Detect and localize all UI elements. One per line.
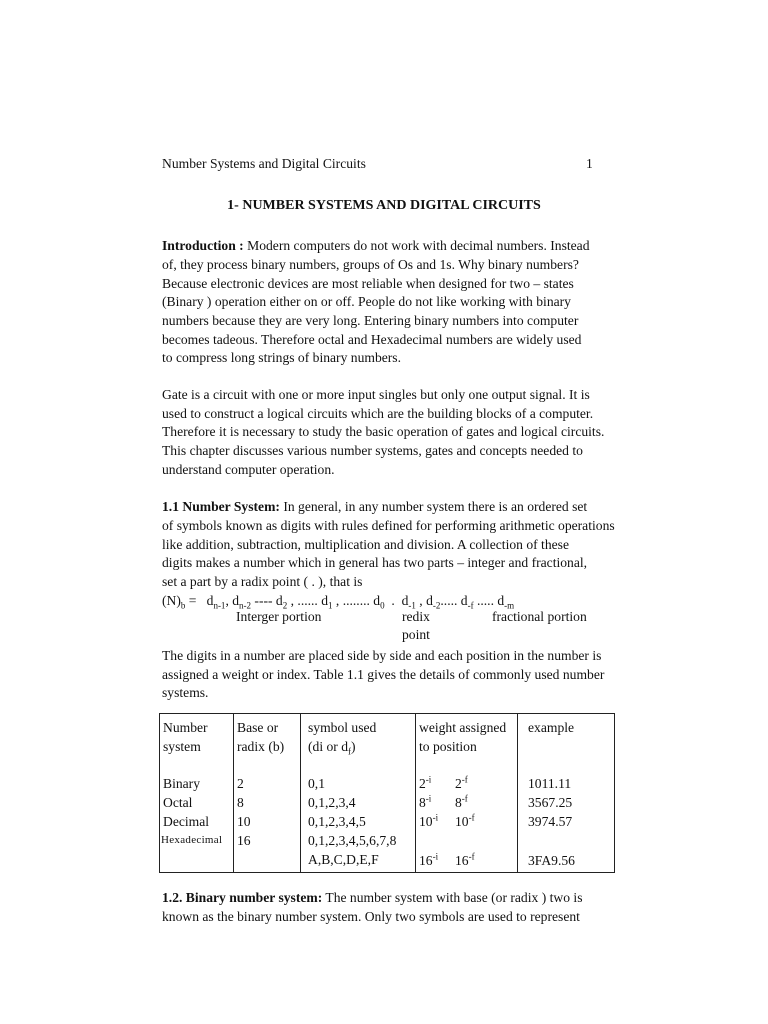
s12-line-1 <box>162 888 582 907</box>
table-cell-symbols: 0,1,2,3,4,5,6,7,8 <box>308 833 397 848</box>
table-cell-example: 3974.57 <box>528 814 573 829</box>
s11-line-5: set a part by a radix point ( . ), that is <box>162 574 363 589</box>
table-cell-system: Binary <box>163 776 200 791</box>
table-cell-symbols-2: A,B,C,D,E,F <box>308 852 379 867</box>
table-divider <box>415 714 416 872</box>
table-divider <box>300 714 301 872</box>
intro-label: Introduction : <box>162 238 244 253</box>
gate-line-2: used to construct a logical circuits which are the building blocks of a computer. <box>162 406 594 421</box>
table-cell-example: 3567.25 <box>528 795 573 810</box>
table-cell-base: 16 <box>237 833 251 848</box>
table-cell-system: Hexadecimal <box>161 834 223 846</box>
table-cell-weight-int: $8^{-i}$ <box>419 793 432 810</box>
table-cell-weight-frac: $2^{-f}$ <box>455 774 468 791</box>
s12-label: 1.2. Binary number system: <box>162 890 323 905</box>
table-cell-weight-frac: $8^{-f}$ <box>455 793 468 810</box>
s11-line-2: of symbols known as digits with rules defined for performing arithmetic operations <box>162 518 615 533</box>
chapter-title: 1- NUMBER SYSTEMS AND DIGITAL CIRCUITS <box>227 198 541 213</box>
table-cell-weight-int: $2^{-i}$ <box>419 774 432 791</box>
header-base-2: radix (b) <box>237 739 285 754</box>
table-cell-example: 3FA9.56 <box>528 853 575 868</box>
page-number: 1 <box>586 156 593 171</box>
table-cell-weight-frac: $10^{-f}$ <box>455 812 475 829</box>
gate-line-3: Therefore it is necessary to study the basic operation of gates and logical circuits. <box>162 424 605 439</box>
gate-line-4: This chapter discusses various number systems, gates and concepts needed to <box>162 443 583 458</box>
s11-line-3: like addition, subtraction, multiplication and division. A collection of these <box>162 537 569 552</box>
s11-line-7: assigned a weight or index. Table 1.1 gives the details of commonly used number <box>162 667 605 682</box>
number-formula: $(N)_b = d_{n-1}$, $d_{n-2}$ ---- $d_2$ , ...... $d_1$ , ........ $d_0$ . $d_{-1}$ , $d_{-2}$..... $d_{-f}$ ..... $d_{-m}$ <box>162 593 515 611</box>
table-cell-weight-int: $16^{-i}$ <box>419 851 439 868</box>
header-symbol-1: symbol used <box>308 720 377 735</box>
fractional-portion-label: fractional portion <box>492 609 587 624</box>
s11-line-4: digits makes a number which in general has two parts – integer and fractional, <box>162 555 588 570</box>
s11-line-1 <box>162 497 587 516</box>
redix-label: redix <box>402 609 430 624</box>
s11-line-8: systems. <box>162 685 209 700</box>
s11-text-1: In general, in any number system there is an ordered set <box>279 499 588 514</box>
table-cell-example: 1011.11 <box>528 776 572 791</box>
table-cell-system: Octal <box>163 795 193 810</box>
s11-label: 1.1 Number System: <box>162 499 280 514</box>
header-example: example <box>528 720 575 735</box>
intro-line-3: Because electronic devices are most reliable when designed for two – states <box>162 276 574 291</box>
gate-line-5: understand computer operation. <box>162 462 335 477</box>
intro-line-6: becomes tadeous. Therefore octal and Hexadecimal numbers are widely used <box>162 332 582 347</box>
table-cell-weight-int: $10^{-i}$ <box>419 812 439 829</box>
intro-line-2: of, they process binary numbers, groups of Os and 1s. Why binary numbers? <box>162 257 579 272</box>
s12-line-2: known as the binary number system. Only two symbols are used to represent <box>162 909 580 924</box>
header-weight-2: to position <box>419 739 477 754</box>
table-cell-symbols: 0,1,2,3,4,5 <box>308 814 366 829</box>
point-label: point <box>402 627 430 642</box>
header-base-1: Base or <box>237 720 279 735</box>
table-cell-system: Decimal <box>163 814 210 829</box>
gate-line-1: Gate is a circuit with one or more input singles but only one output signal. It is <box>162 387 590 402</box>
running-title: Number Systems and Digital Circuits <box>162 156 366 171</box>
table-cell-symbols: 0,1,2,3,4 <box>308 795 356 810</box>
table-cell-symbols: 0,1 <box>308 776 325 791</box>
header-number-system-1: Number <box>163 720 208 735</box>
intro-line-5: numbers because they are very long. Entering binary numbers into computer <box>162 313 579 328</box>
intro-line-7: to compress long strings of binary numbers. <box>162 350 401 365</box>
intro-line-1 <box>162 236 590 255</box>
intro-text-1: Modern computers do not work with decimal numbers. Instead <box>243 238 590 253</box>
s11-line-6: The digits in a number are placed side by side and each position in the number is <box>162 648 602 663</box>
table-cell-weight-frac: $16^{-f}$ <box>455 851 475 868</box>
table-cell-base: 10 <box>237 814 251 829</box>
header-number-system-2: system <box>163 739 201 754</box>
number-systems-table <box>159 713 615 873</box>
s12-text-1: The number system with base (or radix ) two is <box>322 890 583 905</box>
table-divider <box>517 714 518 872</box>
table-cell-base: 8 <box>237 795 244 810</box>
intro-line-4: (Binary ) operation either on or off. People do not like working with binary <box>162 294 571 309</box>
header-symbol-2: (di or $d_f$) <box>308 739 356 757</box>
header-weight-1: weight assigned <box>419 720 507 735</box>
integer-portion-label: Interger portion <box>236 609 322 624</box>
table-divider <box>233 714 234 872</box>
table-cell-base: 2 <box>237 776 244 791</box>
